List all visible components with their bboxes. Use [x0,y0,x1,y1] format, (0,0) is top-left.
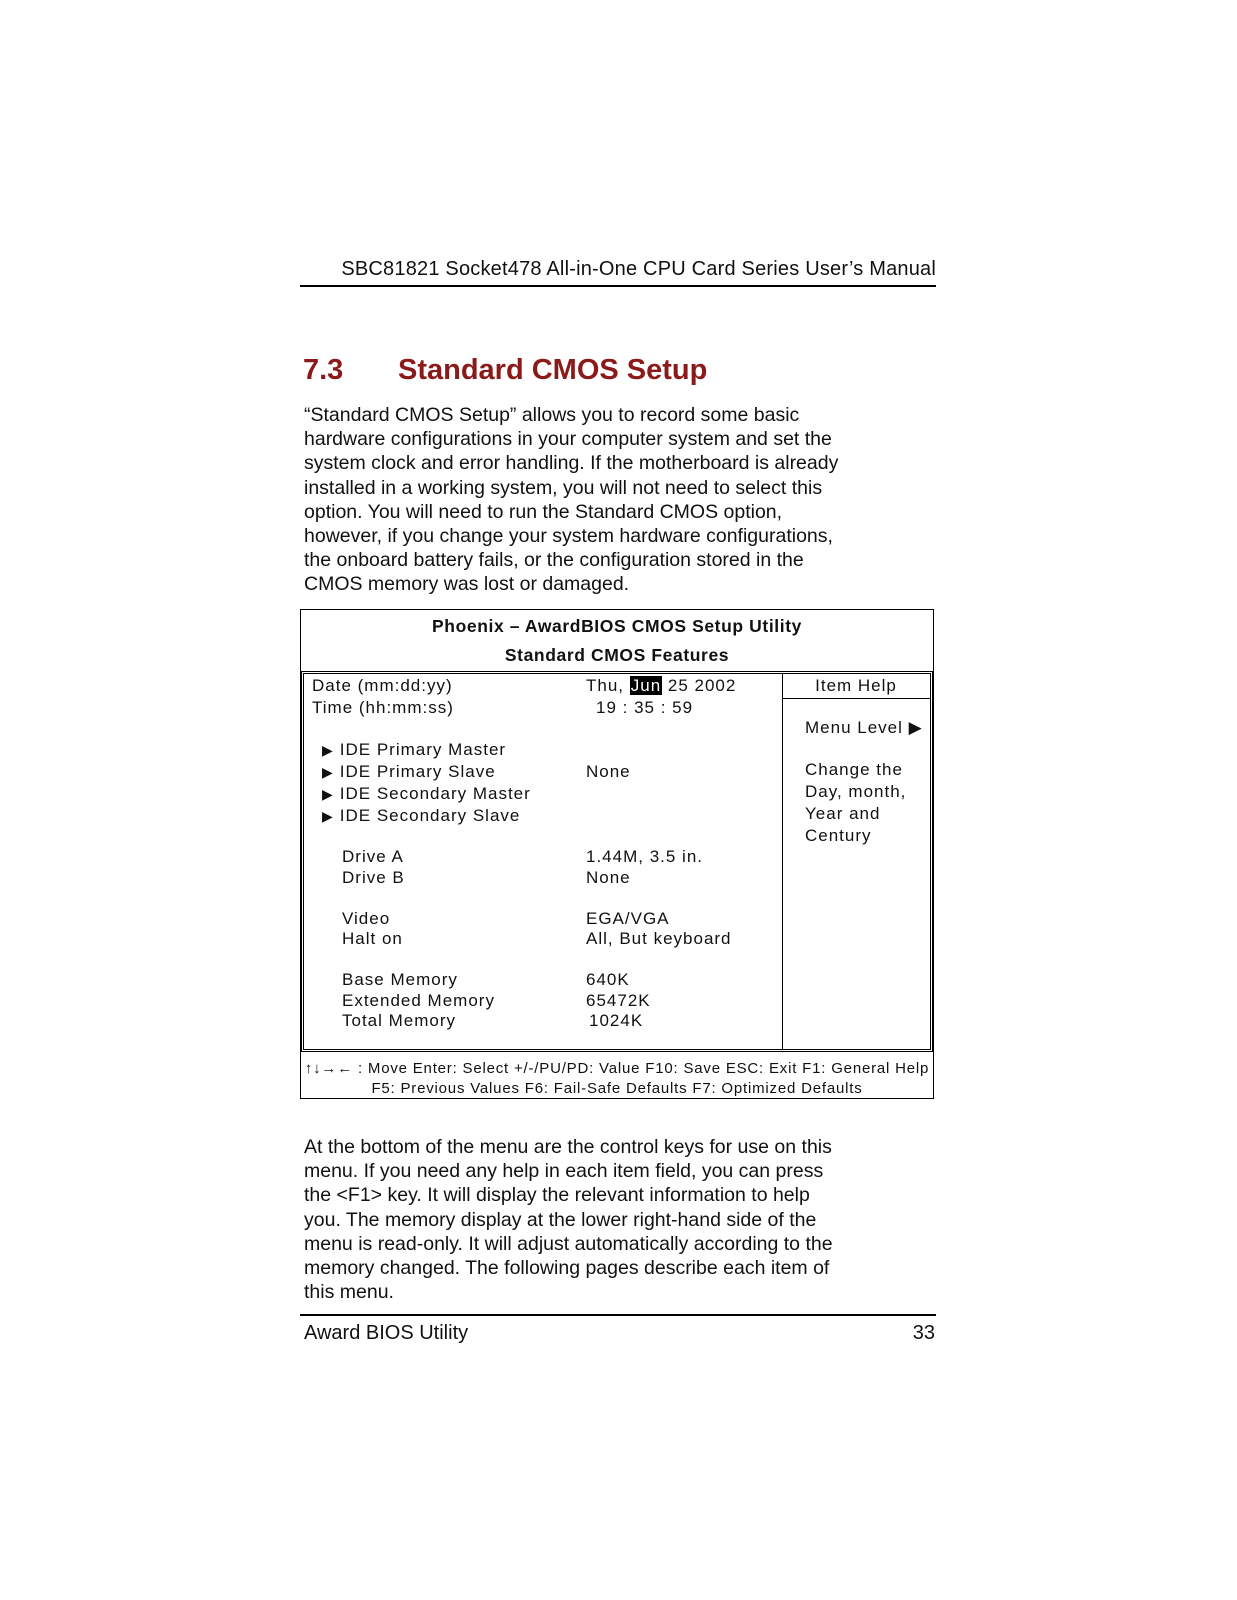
text-line: CMOS memory was lost or damaged. [304,573,630,596]
section-number: 7.3 [303,354,344,386]
text-line: installed in a working system, you will not need to select this [304,476,823,499]
key-legend-line: ↑↓→← : Move Enter: Select +/-/PU/PD: Value F10: Save ESC: Exit F1: General Help [304,1060,930,1077]
ide-secondary-master-item[interactable] [322,784,531,804]
bios-subtitle: Standard CMOS Features [504,645,730,665]
text-line: this menu. [304,1281,394,1304]
header-rule [300,285,936,287]
text-line: however, if you change your system hardware configurations, [304,525,833,548]
running-header: SBC81821 Socket478 All-in-One CPU Card Series User’s Manual [341,258,936,280]
time-label: Time (hh:mm:ss) [312,698,454,717]
intro-paragraph [304,403,934,597]
submenu-arrow-icon: ▶ [322,764,334,780]
help-text-line: Year and [805,804,881,823]
total-memory-value: 1024K [589,1011,644,1030]
submenu-arrow-icon: ▶ [322,786,334,802]
bios-key-legend [301,1052,933,1098]
ide-item-label: IDE Secondary Slave [339,806,521,825]
item-help-title: Item Help [815,676,897,695]
ide-item-label: IDE Primary Master [339,740,507,759]
extended-memory-label: Extended Memory [342,991,495,1010]
text-line: you. The memory display at the lower right-hand side of the [304,1208,817,1231]
page-number: 33 [912,1322,935,1344]
text-line: menu. If you need any help in each item field, you can press [304,1160,824,1183]
date-value[interactable] [586,676,736,696]
help-title-rule [782,698,930,699]
bios-screen-figure [300,609,934,1099]
section-title [303,354,707,387]
text-line: menu is read-only. It will adjust automatically according to the [304,1232,833,1255]
bios-main-panel [301,671,933,1052]
base-memory-value: 640K [586,970,630,989]
halt-on-value[interactable]: All, But keyboard [586,929,732,948]
ide-primary-slave-value: None [586,762,631,781]
total-memory-label: Total Memory [342,1011,457,1030]
date-prefix: Thu, [586,676,630,695]
halt-on-label: Halt on [342,929,403,948]
help-panel-divider [782,674,783,1049]
drive-b-value[interactable]: None [586,868,631,887]
drive-b-label: Drive B [342,868,405,887]
text-line: “Standard CMOS Setup” allows you to record some basic [304,404,800,426]
text-line: memory changed. The following pages describe each item of [304,1257,830,1280]
bios-title: Phoenix – AwardBIOS CMOS Setup Utility [432,616,802,636]
running-footer-title: Award BIOS Utility [304,1322,469,1344]
drive-a-value[interactable]: 1.44M, 3.5 in. [586,847,704,866]
ide-primary-master-item[interactable] [322,740,506,760]
ide-secondary-slave-item[interactable] [322,806,520,826]
submenu-arrow-icon: ▶ [322,742,334,758]
text-line: option. You will need to run the Standard CMOS option, [304,500,783,523]
video-value[interactable]: EGA/VGA [586,909,670,928]
key-legend-line: F5: Previous Values F6: Fail-Safe Defaults F7: Optimized Defaults [371,1080,863,1097]
submenu-arrow-icon: ▶ [322,808,334,824]
ide-item-label: IDE Secondary Master [339,784,531,803]
ide-item-label: IDE Primary Slave [339,762,496,781]
date-label: Date (mm:dd:yy) [312,676,453,695]
base-memory-label: Base Memory [342,970,458,989]
time-value[interactable]: 19 : 35 : 59 [596,698,694,717]
help-text-line: Change the [805,760,903,779]
text-line: At the bottom of the menu are the control keys for use on this [304,1136,832,1158]
date-month-highlight[interactable]: Jun [630,676,662,695]
text-line: the <F1> key. It will display the relevant information to help [304,1184,810,1207]
drive-a-label: Drive A [342,847,404,866]
ide-primary-slave-item[interactable] [322,762,496,782]
date-suffix: 25 2002 [662,676,737,695]
menu-level-indicator: Menu Level ▶ [805,718,923,737]
video-label: Video [342,909,391,928]
text-line: system clock and error handling. If the motherboard is already [304,452,839,475]
help-text-line: Century [805,826,872,845]
text-line: hardware configurations in your computer system and set the [304,428,832,451]
outro-paragraph [304,1135,934,1304]
help-text-line: Day, month, [805,782,907,801]
extended-memory-value: 65472K [586,991,651,1010]
footer-rule [300,1314,936,1316]
section-title-text: Standard CMOS Setup [398,354,708,386]
text-line: the onboard battery fails, or the configuration stored in the [304,549,804,572]
